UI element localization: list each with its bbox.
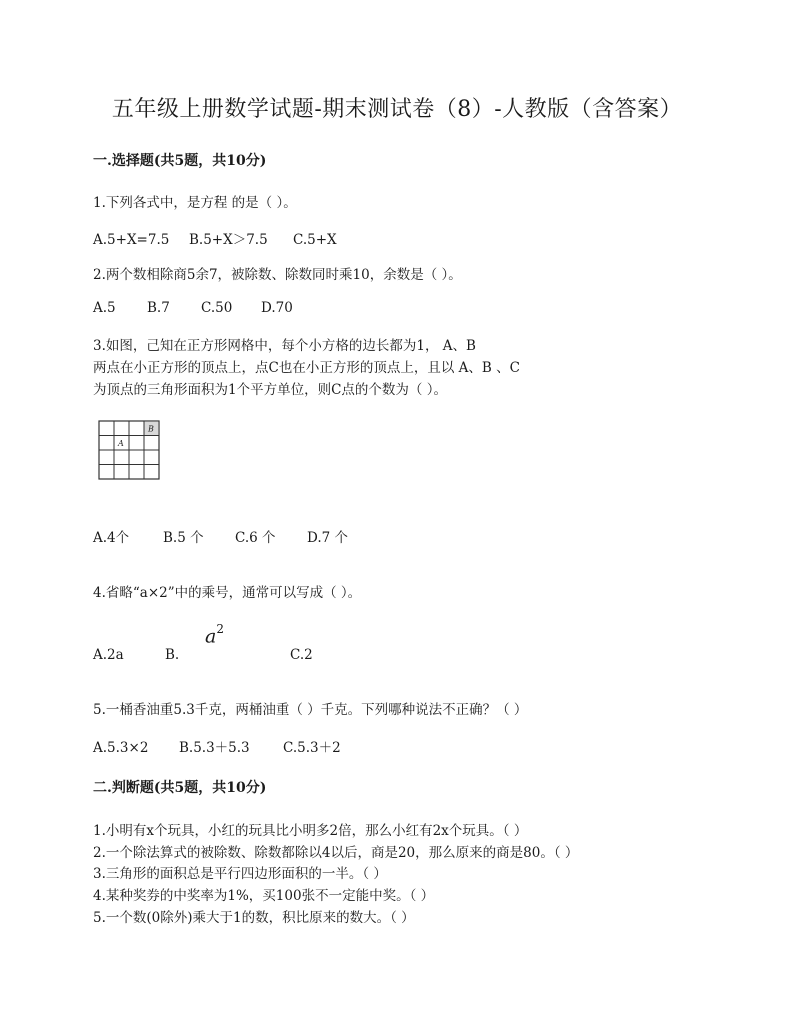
option: B.5.3＋5.3 xyxy=(179,740,250,756)
option: B.5+X＞7.5 xyxy=(189,232,268,248)
judge-item-5: 5.一个数(0除外)乘大于1的数，积比原来的数大。（ ） xyxy=(93,910,415,926)
judge-item-3: 3.三角形的面积总是平行四边形面积的一半。（ ） xyxy=(93,866,387,882)
option: B. xyxy=(165,647,180,663)
option: C.2 xyxy=(290,647,313,663)
square-grid-figure xyxy=(98,420,162,482)
option: D.70 xyxy=(261,300,293,316)
question-4-options xyxy=(93,647,313,663)
point-a-label: A xyxy=(118,439,124,448)
option: A.2a xyxy=(93,647,124,663)
option: C.50 xyxy=(201,300,233,316)
option: B.7 xyxy=(147,300,170,316)
question-3-line-2: 两点在小正方形的顶点上，点C也在小正方形的顶点上，且以 A、B 、C xyxy=(93,360,520,376)
judge-item-1: 1.小明有x个玩具，小红的玩具比小明多2倍，那么小红有2x个玩具。（ ） xyxy=(93,823,528,839)
option: A.5 xyxy=(93,300,116,316)
question-3-line-3: 为顶点的三角形面积为1个平方单位，则C点的个数为（ ）。 xyxy=(93,382,447,398)
option: A.5+X=7.5 xyxy=(93,232,170,248)
option: C.5+X xyxy=(293,232,337,248)
question-1-text: 1.下列各式中，是方程 的是（ ）。 xyxy=(93,195,297,211)
question-2-options xyxy=(93,300,293,316)
question-4-text: 4.省略“a×2”中的乘号，通常可以写成（ ）。 xyxy=(93,585,362,601)
formula-base: a xyxy=(205,625,217,648)
question-5-text: 5.一桶香油重5.3千克，两桶油重（ ）千克。下列哪种说法不正确？（ ） xyxy=(93,702,528,718)
section-heading-choice: 一.选择题(共5题，共10分) xyxy=(93,153,267,169)
option: B.5 个 xyxy=(163,530,204,546)
point-b-label: B xyxy=(148,424,154,434)
option: D.7 个 xyxy=(307,530,349,546)
judge-item-4: 4.某种奖券的中奖率为1%，买100张不一定能中奖。（ ） xyxy=(93,888,435,904)
formula-exponent: 2 xyxy=(216,622,224,636)
option: A.4个 xyxy=(93,530,130,546)
option: C.5.3＋2 xyxy=(283,740,341,756)
formula-a-squared xyxy=(205,624,224,647)
question-3-options xyxy=(93,526,348,546)
question-5-options xyxy=(93,736,341,756)
question-1-options xyxy=(93,228,337,248)
section-heading-judge: 二.判断题(共5题，共10分) xyxy=(93,780,267,796)
page-title: 五年级上册数学试题-期末测试卷（8）-人教版（含答案） xyxy=(111,97,683,122)
question-2-text: 2.两个数相除商5余7，被除数、除数同时乘10，余数是（ ）。 xyxy=(93,267,462,283)
question-3-line-1: 3.如图，己知在正方形网格中，每个小方格的边长都为1， A、B xyxy=(93,338,476,354)
judge-item-2: 2.一个除法算式的被除数、除数都除以4以后，商是20，那么原来的商是80。（ ） xyxy=(93,845,579,861)
option: C.6 个 xyxy=(235,530,276,546)
option: A.5.3×2 xyxy=(93,740,149,756)
